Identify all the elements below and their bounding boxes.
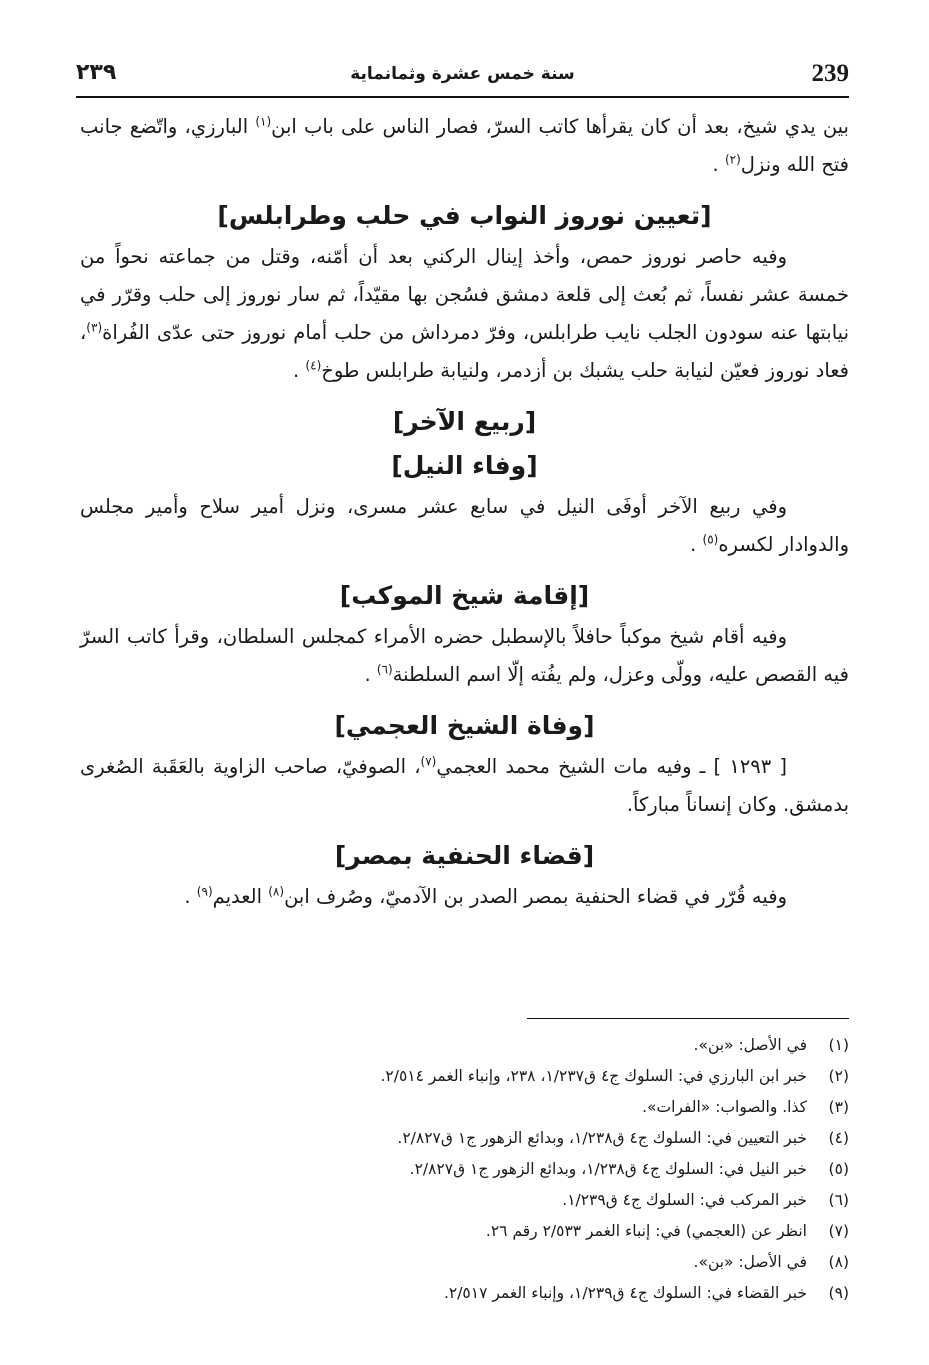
paragraph-text: وفيه أقام شيخ موكباً حافلاً بالإسطبل حضره الأمراء كمجلس السلطان، وقرأ كاتب السرّ فيه القصص عليه، وولّى وعزل، ولم يفُته إلّا اسم السلطنة bbox=[80, 625, 849, 686]
paragraph-obituary bbox=[80, 748, 849, 824]
footnote-text: خبر القضاء في: السلوك ج٤ ق١/٢٣٩، وإنباء الغمر ٢/٥١٧. bbox=[443, 1284, 807, 1302]
running-header bbox=[76, 58, 849, 98]
footnote-number: (٥) bbox=[828, 1160, 849, 1178]
footnote-text: كذا. والصواب: «الفرات». bbox=[642, 1098, 807, 1116]
footnote-number: (٨) bbox=[828, 1253, 849, 1271]
footnote-text: في الأصل: «بن». bbox=[693, 1253, 807, 1271]
footnote-number: (٤) bbox=[828, 1129, 849, 1147]
footnote-ref: (٩) bbox=[196, 884, 213, 899]
paragraph-text: . bbox=[184, 885, 197, 908]
footnote-ref: (٧) bbox=[420, 754, 437, 769]
paragraph-text: . bbox=[690, 533, 703, 556]
paragraph-text: وفيه حاصر نوروز حمص، وأخذ إينال الركني بعد أن أمّنه، وقتل من جماعته نحواً من خمسة عشر نفساً، ثم بُعث إلى قلعة دمشق فسُجن بها مقيّداً، ثم سار نوروز إلى حلب وقرّر في نيابتها عنه سودون الجلب نايب طرابلس، وفرّ دمرداش من حلب أمام نوروز حتى عدّى الفُراة bbox=[80, 245, 849, 344]
footnote-ref: (٦) bbox=[376, 662, 393, 677]
page-number-arabic: ٢٣٩ bbox=[76, 60, 117, 85]
running-title: سنة خمس عشرة وثمانماية bbox=[350, 64, 575, 84]
footnote-ref: (١) bbox=[255, 114, 272, 129]
footnote bbox=[80, 1061, 849, 1092]
footnote-number: (٣) bbox=[828, 1098, 849, 1116]
footnote bbox=[80, 1030, 849, 1061]
paragraph-appointment bbox=[80, 238, 849, 390]
paragraph-procession bbox=[80, 618, 849, 694]
footnote bbox=[80, 1216, 849, 1247]
section-heading: [تعيين نوروز النواب في حلب وطرابلس] bbox=[217, 201, 712, 230]
footnote-ref: (٤) bbox=[305, 358, 322, 373]
footnote-number: (٢) bbox=[828, 1067, 849, 1085]
footnote-text: خبر المركب في: السلوك ج٤ ق١/٢٣٩. bbox=[562, 1191, 807, 1209]
footnote-text: خبر ابن البارزي في: السلوك ج٤ ق١/٢٣٧، ٢٣٨، وإنباء الغمر ٢/٥١٤. bbox=[380, 1067, 807, 1085]
paragraph-text: البارزي، واتّضع جانب فتح الله ونزل bbox=[80, 115, 849, 176]
section-heading: [وفاء النيل] bbox=[391, 451, 538, 480]
paragraph-text: . bbox=[364, 663, 377, 686]
footnote bbox=[80, 1123, 849, 1154]
footnote-ref: (٣) bbox=[86, 320, 103, 335]
paragraph-text: بين يدي شيخ، بعد أن كان يقرأها كاتب السرّ، فصار الناس على باب ابن bbox=[271, 115, 849, 138]
section-heading: [قضاء الحنفية بمصر] bbox=[334, 841, 595, 870]
section-heading: [وفاة الشيخ العجمي] bbox=[334, 711, 595, 740]
footnote-divider bbox=[527, 1018, 849, 1019]
footnote bbox=[80, 1278, 849, 1309]
paragraph-nile bbox=[80, 488, 849, 564]
footnote-ref: (٥) bbox=[702, 532, 719, 547]
footnote-ref: (٨) bbox=[268, 884, 285, 899]
footnote bbox=[80, 1247, 849, 1278]
footnote-ref: (٢) bbox=[724, 152, 741, 167]
paragraph-text: وفيه مات الشيخ محمد العجمي bbox=[436, 755, 700, 778]
paragraph-text: . bbox=[293, 359, 306, 382]
footnote-number: (٩) bbox=[828, 1284, 849, 1302]
section-heading: [إقامة شيخ الموكب] bbox=[339, 581, 590, 610]
footnote-text: خبر التعيين في: السلوك ج٤ ق١/٢٣٨، وبدائع الزهور ج١ ق٢/٨٢٧. bbox=[397, 1129, 807, 1147]
footnote-text: انظر عن (العجمي) في: إنباء الغمر ٢/٥٣٣ رقم ٢٦. bbox=[485, 1222, 807, 1240]
footnote-number: (٧) bbox=[828, 1222, 849, 1240]
footnote-number: (٦) bbox=[828, 1191, 849, 1209]
month-heading: [ربيع الآخر] bbox=[392, 407, 537, 436]
footnote-text: في الأصل: «بن». bbox=[693, 1036, 807, 1054]
page-number-latin: 239 bbox=[811, 60, 849, 87]
paragraph-judiciary bbox=[80, 878, 849, 916]
paragraph-text: . bbox=[712, 153, 725, 176]
entry-number: [ ١٢٩٣ ] ـ bbox=[699, 755, 788, 778]
paragraph-text: ، الصوفيّ، صاحب الزاوية بالعَقَبة الصُغرى بدمشق. وكان إنساناً مباركاً. bbox=[80, 755, 849, 816]
footnote-text: خبر النيل في: السلوك ج٤ ق١/٢٣٨، وبدائع الزهور ج١ ق٢/٨٢٧. bbox=[409, 1160, 807, 1178]
footnote-number: (١) bbox=[828, 1036, 849, 1054]
footnote bbox=[80, 1154, 849, 1185]
footnote bbox=[80, 1185, 849, 1216]
paragraph-text: ، فعاد نوروز فعيّن لنيابة حلب يشبك بن أزدمر، ولنيابة طرابلس طوخ bbox=[80, 321, 849, 382]
footnotes bbox=[80, 1030, 849, 1309]
footnote bbox=[80, 1092, 849, 1123]
paragraph-text: وفي ربيع الآخر أوفَى النيل في سابع عشر مسرى، ونزل أمير سلاح وأمير مجلس والدوادار لكسره bbox=[80, 495, 849, 556]
main-text bbox=[80, 108, 849, 916]
paragraph-continuation bbox=[80, 108, 849, 184]
paragraph-text: العديم bbox=[212, 885, 269, 908]
paragraph-text: وفيه قُرّر في قضاء الحنفية بمصر الصدر بن الآدميّ، وصُرف ابن bbox=[284, 885, 787, 908]
